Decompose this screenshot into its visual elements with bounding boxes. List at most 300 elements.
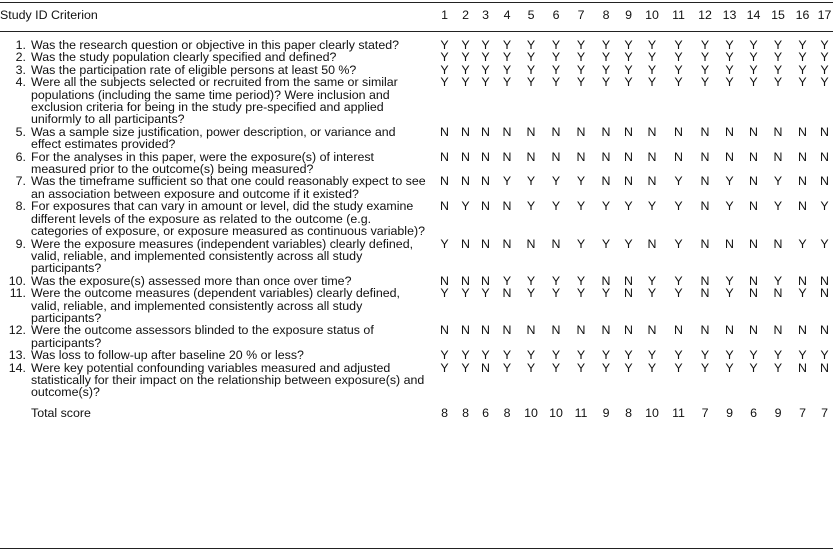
rating-cell: Y xyxy=(773,199,783,214)
rating-cell: N xyxy=(674,323,683,338)
rating-cell: Y xyxy=(526,38,536,52)
rating-cell: N xyxy=(820,286,829,301)
criterion-number: 2. xyxy=(15,50,26,65)
rating-cell: N xyxy=(481,273,490,288)
rating-cell: Y xyxy=(440,236,449,251)
rating-cell: Y xyxy=(526,199,536,214)
rating-cell: Y xyxy=(749,348,758,363)
rating-cell: Y xyxy=(440,75,449,90)
rating-cell: Y xyxy=(440,62,449,77)
rating-cell: Y xyxy=(749,75,758,90)
rating-cell: N xyxy=(798,360,807,375)
rating-cell: Y xyxy=(502,38,512,52)
rating-cell: Y xyxy=(674,75,683,90)
rating-cell: Y xyxy=(700,62,710,77)
rating-cell: Y xyxy=(773,75,783,90)
rating-cell: N xyxy=(773,124,783,139)
criterion-text: For the analyses in this paper, were the exposure(s) of interest measured prior to the outcome(s) being measured? xyxy=(31,149,374,177)
criterion-number: 5. xyxy=(15,124,26,139)
rating-cell: N xyxy=(551,323,561,338)
rating-cell: Y xyxy=(481,286,490,301)
criterion-number: 8. xyxy=(15,199,26,214)
rating-cell: Y xyxy=(576,236,586,251)
rating-cell: N xyxy=(576,124,586,139)
rating-cell: N xyxy=(502,236,512,251)
rating-cell: N xyxy=(798,124,807,139)
rating-cell: N xyxy=(820,124,829,139)
rating-cell: Y xyxy=(624,75,633,90)
rating-cell: N xyxy=(576,149,586,164)
bottom-rule xyxy=(0,548,833,549)
rating-cell: Y xyxy=(502,50,512,65)
rating-cell: Y xyxy=(526,174,536,189)
rating-cell: Y xyxy=(773,62,783,77)
rating-cell: Y xyxy=(502,348,512,363)
rating-cell: Y xyxy=(481,50,490,65)
table-row xyxy=(0,238,833,275)
rating-cell: Y xyxy=(725,273,734,288)
table-row xyxy=(0,362,833,399)
rating-cell: Y xyxy=(551,75,561,90)
rating-cell: Y xyxy=(647,360,657,375)
rating-cell: Y xyxy=(576,273,586,288)
rating-cell: N xyxy=(773,323,783,338)
rating-cell: Y xyxy=(502,360,512,375)
rating-cell: N xyxy=(798,174,807,189)
rating-cell: N xyxy=(749,273,758,288)
rating-cell: Y xyxy=(798,38,807,52)
rating-cell: N xyxy=(647,124,657,139)
rating-cell: N xyxy=(440,273,449,288)
rating-cell: Y xyxy=(725,62,734,77)
rating-cell: Y xyxy=(551,50,561,65)
rating-cell: Y xyxy=(820,62,829,77)
criterion-number: 9. xyxy=(15,236,26,251)
rating-cell: N xyxy=(461,149,470,164)
rating-cell: Y xyxy=(725,38,734,52)
rating-cell: Y xyxy=(820,50,829,65)
rating-cell: Y xyxy=(700,360,710,375)
header-row xyxy=(0,9,833,32)
rating-cell: Y xyxy=(526,273,536,288)
rating-cell: Y xyxy=(624,348,633,363)
total-score-cell: 6 xyxy=(482,405,489,420)
rating-cell: Y xyxy=(647,62,657,77)
total-score-cell: 8 xyxy=(441,405,448,420)
rating-cell: Y xyxy=(576,199,586,214)
rating-cell: Y xyxy=(502,62,512,77)
rating-cell: N xyxy=(749,323,758,338)
study-id-header: 10 xyxy=(645,8,659,22)
rating-cell: Y xyxy=(725,348,734,363)
rating-cell: N xyxy=(440,124,449,139)
rating-cell: N xyxy=(700,124,710,139)
rating-cell: N xyxy=(820,174,829,189)
study-id-header: 17 xyxy=(817,8,832,22)
rating-cell: Y xyxy=(674,199,683,214)
criterion-text: Was the participation rate of eligible persons at least 50 %? xyxy=(31,62,357,77)
rating-cell: Y xyxy=(551,360,561,375)
rating-cell: N xyxy=(700,149,710,164)
table-row xyxy=(0,175,833,200)
rating-cell: Y xyxy=(647,75,657,90)
rating-cell: N xyxy=(700,236,710,251)
rating-cell: N xyxy=(700,273,710,288)
rating-cell: N xyxy=(601,124,611,139)
criterion-number: 11. xyxy=(9,286,26,301)
criterion-text: Was loss to follow-up after baseline 20 % or less? xyxy=(31,348,304,363)
rating-cell: Y xyxy=(647,38,657,52)
rating-cell: N xyxy=(526,149,536,164)
total-score-cell: 9 xyxy=(602,405,610,420)
total-score-cell: 7 xyxy=(799,405,806,420)
rating-cell: Y xyxy=(526,62,536,77)
total-score-row xyxy=(0,399,833,419)
rating-cell: Y xyxy=(502,273,512,288)
rating-cell: Y xyxy=(773,50,783,65)
criterion-text: Were the outcome measures (dependent variables) clearly defined, valid, reliable, and implemented consistently across all study participants? xyxy=(31,286,400,325)
rating-cell: Y xyxy=(674,348,683,363)
rating-cell: Y xyxy=(674,50,683,65)
quality-assessment-table xyxy=(0,9,833,419)
criterion-number: 14. xyxy=(8,360,26,375)
rating-cell: N xyxy=(526,236,536,251)
rating-cell: Y xyxy=(551,62,561,77)
criterion-text: Was the study population clearly specified and defined? xyxy=(31,50,337,65)
criterion-number: 6. xyxy=(15,149,26,164)
rating-cell: Y xyxy=(674,62,683,77)
criterion-number: 12. xyxy=(8,323,26,338)
rating-cell: N xyxy=(624,174,633,189)
study-id-header: 15 xyxy=(771,8,785,22)
rating-cell: N xyxy=(481,174,490,189)
rating-cell: N xyxy=(440,149,449,164)
study-id-header: 8 xyxy=(602,8,610,22)
rating-cell: N xyxy=(502,323,512,338)
rating-cell: N xyxy=(624,273,633,288)
rating-cell: Y xyxy=(624,62,633,77)
table-row xyxy=(0,287,833,324)
criterion-number: 10. xyxy=(8,273,26,288)
criterion-text: Was a sample size justification, power description, or variance and effect estimates provided? xyxy=(31,124,396,152)
rating-cell: Y xyxy=(773,348,783,363)
rating-cell: Y xyxy=(647,348,657,363)
total-score-cell: 10 xyxy=(524,405,538,420)
rating-cell: N xyxy=(502,286,512,301)
rating-cell: Y xyxy=(624,236,633,251)
rating-cell: N xyxy=(624,323,633,338)
rating-cell: N xyxy=(700,174,710,189)
total-score-cell: 6 xyxy=(750,405,757,420)
rating-cell: Y xyxy=(481,348,490,363)
total-score-cell: 10 xyxy=(549,405,563,420)
total-score-cell: 7 xyxy=(821,405,828,420)
rating-cell: Y xyxy=(551,348,561,363)
rating-cell: Y xyxy=(798,286,807,301)
criterion-text: Was the exposure(s) assessed more than once over time? xyxy=(31,273,352,288)
criterion-text: For exposures that can vary in amount or level, did the study examine different levels of the exposure as related to the outcome (e.g. categories of exposure, or exposure measured as continuous variable)? xyxy=(31,199,425,239)
rating-cell: Y xyxy=(526,360,536,375)
rating-cell: N xyxy=(624,124,633,139)
total-score-cell: 10 xyxy=(645,405,659,420)
rating-cell: Y xyxy=(674,236,683,251)
rating-cell: N xyxy=(502,199,512,214)
study-id-header: 7 xyxy=(577,8,585,22)
rating-cell: N xyxy=(481,323,490,338)
rating-cell: Y xyxy=(576,38,586,52)
rating-cell: N xyxy=(773,149,783,164)
study-id-header: 13 xyxy=(722,8,737,22)
top-rule xyxy=(0,2,833,3)
rating-cell: N xyxy=(461,273,470,288)
rating-cell: Y xyxy=(798,62,807,77)
rating-cell: Y xyxy=(820,38,829,52)
rating-cell: Y xyxy=(601,38,611,52)
table-body xyxy=(0,32,833,419)
rating-cell: N xyxy=(461,124,470,139)
rating-cell: Y xyxy=(576,75,586,90)
table-row xyxy=(0,76,833,126)
rating-cell: Y xyxy=(624,50,633,65)
rating-cell: Y xyxy=(798,50,807,65)
rating-cell: N xyxy=(798,149,807,164)
total-score-cell: 8 xyxy=(462,405,469,420)
table-row xyxy=(0,349,833,361)
study-id-header: 3 xyxy=(482,8,489,22)
rating-cell: Y xyxy=(481,75,490,90)
rating-cell: N xyxy=(601,174,611,189)
rating-cell: Y xyxy=(700,50,710,65)
study-id-header: 1 xyxy=(441,8,448,22)
criterion-text: Were all the subjects selected or recruited from the same or similar populations (including the same time period)? Were inclusion and exclusion criteria for being in the study pre-specified and applied uniformly to all participants? xyxy=(31,75,398,127)
rating-cell: Y xyxy=(674,38,683,52)
rating-cell: Y xyxy=(601,360,611,375)
rating-cell: N xyxy=(526,124,536,139)
criterion-number: 1. xyxy=(15,38,26,52)
study-id-header: 11 xyxy=(672,8,685,22)
rating-cell: Y xyxy=(601,75,611,90)
rating-cell: Y xyxy=(798,236,807,251)
rating-cell: Y xyxy=(461,62,470,77)
rating-cell: Y xyxy=(461,199,470,214)
rating-cell: N xyxy=(647,323,657,338)
rating-cell: Y xyxy=(440,50,449,65)
study-id-header: 6 xyxy=(552,8,560,22)
rating-cell: Y xyxy=(576,348,586,363)
rating-cell: Y xyxy=(749,38,758,52)
rating-cell: N xyxy=(700,323,710,338)
rating-cell: N xyxy=(461,323,470,338)
rating-cell: N xyxy=(576,323,586,338)
criterion-text: Was the timeframe sufficient so that one could reasonably expect to see an association between exposure and outcome if it existed? xyxy=(31,174,426,201)
study-id-header: 16 xyxy=(795,8,810,22)
rating-cell: Y xyxy=(461,50,470,65)
rating-cell: Y xyxy=(551,273,561,288)
rating-cell: Y xyxy=(624,38,633,52)
rating-cell: Y xyxy=(481,62,490,77)
total-score-cell: 11 xyxy=(574,405,588,420)
study-id-header: 4 xyxy=(503,8,511,22)
rating-cell: Y xyxy=(674,286,683,301)
rating-cell: N xyxy=(820,323,829,338)
total-score-cell: 8 xyxy=(503,405,511,420)
rating-cell: N xyxy=(647,149,657,164)
rating-cell: N xyxy=(725,149,734,164)
rating-cell: N xyxy=(647,236,657,251)
rating-cell: Y xyxy=(749,62,758,77)
rating-cell: N xyxy=(674,149,683,164)
rating-cell: Y xyxy=(725,199,734,214)
rating-cell: N xyxy=(749,149,758,164)
rating-cell: Y xyxy=(674,174,683,189)
rating-cell: Y xyxy=(700,348,710,363)
rating-cell: N xyxy=(773,236,783,251)
table-row xyxy=(0,126,833,151)
rating-cell: Y xyxy=(725,360,734,375)
rating-cell: N xyxy=(440,199,449,214)
rating-cell: N xyxy=(461,174,470,189)
rating-cell: Y xyxy=(601,199,611,214)
rating-cell: Y xyxy=(601,236,611,251)
rating-cell: Y xyxy=(725,286,734,301)
rating-cell: N xyxy=(551,149,561,164)
criterion-number: 4. xyxy=(15,75,26,90)
rating-cell: N xyxy=(749,236,758,251)
rating-cell: Y xyxy=(725,75,734,90)
criterion-text: Was the research question or objective in this paper clearly stated? xyxy=(31,38,400,52)
rating-cell: Y xyxy=(647,50,657,65)
rating-cell: Y xyxy=(461,360,470,375)
rating-cell: N xyxy=(481,124,490,139)
rating-cell: Y xyxy=(798,75,807,90)
rating-cell: Y xyxy=(576,50,586,65)
rating-cell: Y xyxy=(526,348,536,363)
rating-cell: N xyxy=(674,124,683,139)
rating-cell: N xyxy=(725,236,734,251)
rating-cell: Y xyxy=(461,75,470,90)
rating-cell: N xyxy=(601,273,611,288)
rating-cell: N xyxy=(773,286,783,301)
rating-cell: Y xyxy=(820,199,829,214)
rating-cell: Y xyxy=(601,348,611,363)
rating-cell: Y xyxy=(601,286,611,301)
rating-cell: N xyxy=(749,124,758,139)
rating-cell: N xyxy=(481,236,490,251)
rating-cell: Y xyxy=(601,50,611,65)
rating-cell: Y xyxy=(820,348,829,363)
rating-cell: Y xyxy=(440,38,449,52)
rating-cell: Y xyxy=(624,199,633,214)
rating-cell: Y xyxy=(551,38,561,52)
study-id-header: 2 xyxy=(462,8,469,22)
rating-cell: Y xyxy=(798,348,807,363)
rating-cell: N xyxy=(798,323,807,338)
rating-cell: N xyxy=(798,273,807,288)
rating-cell: Y xyxy=(440,360,449,375)
rating-cell: N xyxy=(601,149,611,164)
rating-cell: N xyxy=(624,149,633,164)
rating-cell: Y xyxy=(526,50,536,65)
total-score-label: Total score xyxy=(31,405,91,420)
total-score-cell: 9 xyxy=(726,405,733,420)
rating-cell: Y xyxy=(725,174,734,189)
rating-cell: N xyxy=(440,174,449,189)
rating-cell: Y xyxy=(601,62,611,77)
rating-cell: Y xyxy=(674,273,683,288)
total-score-cell: 9 xyxy=(774,405,782,420)
rating-cell: N xyxy=(551,236,561,251)
rating-cell: Y xyxy=(749,50,758,65)
rating-cell: Y xyxy=(773,174,783,189)
rating-cell: Y xyxy=(725,50,734,65)
rating-cell: N xyxy=(440,323,449,338)
rating-cell: Y xyxy=(647,273,657,288)
header-label: Study ID Criterion xyxy=(0,8,98,22)
rating-cell: Y xyxy=(461,38,470,52)
rating-cell: Y xyxy=(551,199,561,214)
rating-cell: Y xyxy=(526,75,536,90)
rating-cell: Y xyxy=(820,75,829,90)
rating-cell: N xyxy=(749,174,758,189)
study-id-header: 12 xyxy=(698,8,712,22)
rating-cell: Y xyxy=(440,348,449,363)
rating-cell: N xyxy=(820,273,829,288)
rating-cell: Y xyxy=(481,38,490,52)
rating-cell: Y xyxy=(440,286,449,301)
criterion-text: Were the exposure measures (independent variables) clearly defined, valid, reliable, and implemented consistently across all study participants? xyxy=(31,236,414,276)
rating-cell: Y xyxy=(820,236,829,251)
rating-cell: N xyxy=(749,286,758,301)
rating-cell: N xyxy=(700,286,710,301)
rating-cell: N xyxy=(481,360,490,375)
table-row xyxy=(0,51,833,63)
rating-cell: Y xyxy=(749,360,758,375)
rating-cell: Y xyxy=(551,286,561,301)
table-row xyxy=(0,151,833,176)
rating-cell: N xyxy=(725,124,734,139)
rating-cell: Y xyxy=(674,360,683,375)
rating-cell: N xyxy=(798,199,807,214)
rating-cell: Y xyxy=(526,286,536,301)
rating-cell: N xyxy=(820,149,829,164)
rating-cell: Y xyxy=(773,273,783,288)
rating-cell: Y xyxy=(700,75,710,90)
rating-cell: Y xyxy=(576,286,586,301)
study-id-header: 9 xyxy=(625,8,632,22)
rating-cell: N xyxy=(749,199,758,214)
criterion-number: 13. xyxy=(8,348,26,363)
total-score-cell: 11 xyxy=(672,405,685,420)
rating-cell: Y xyxy=(551,174,561,189)
rating-cell: Y xyxy=(773,360,783,375)
rating-cell: N xyxy=(461,236,470,251)
table-row xyxy=(0,324,833,349)
rating-cell: Y xyxy=(461,348,470,363)
criterion-text: Were the outcome assessors blinded to the exposure status of participants? xyxy=(31,323,374,350)
rating-cell: N xyxy=(481,149,490,164)
rating-cell: N xyxy=(526,323,536,338)
rating-cell: N xyxy=(647,174,657,189)
table-row xyxy=(0,32,833,51)
rating-cell: Y xyxy=(773,38,783,52)
rating-cell: Y xyxy=(502,174,512,189)
rating-cell: N xyxy=(725,323,734,338)
rating-cell: Y xyxy=(647,286,657,301)
rating-cell: Y xyxy=(576,360,586,375)
rating-cell: N xyxy=(820,360,829,375)
rating-cell: N xyxy=(551,124,561,139)
rating-cell: N xyxy=(481,199,490,214)
